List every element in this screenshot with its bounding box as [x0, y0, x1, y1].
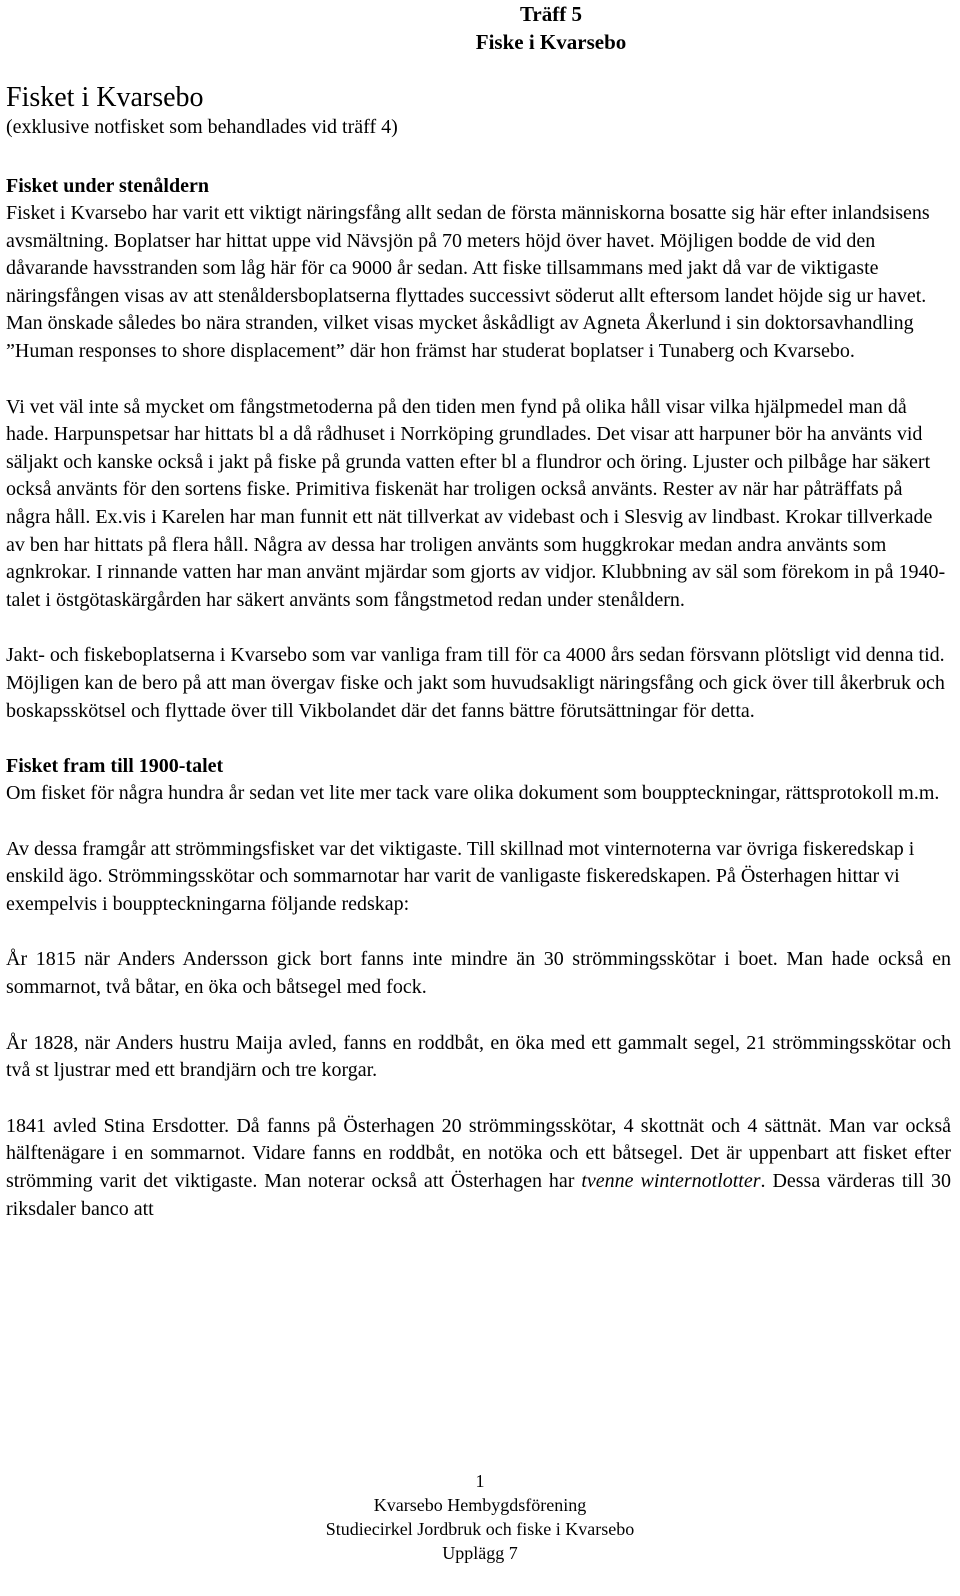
paragraph — [6, 1113, 951, 1223]
footer-circle: Studiecirkel Jordbruk och fiske i Kvarsebo — [325, 1519, 635, 1539]
paragraph-text: 1841 avled Stina Ersdotter. Då fanns på Österhagen 20 strömmingsskötar, 4 skottnät och 4 sättnät. Man var också hälftenägare i en sommarnot. Vidare fanns en roddbåt, en notöka och ett båtsegel. Det är uppenbart att fisket efter strömming varit det viktigaste. Man noterar också att Österhagen har — [6, 1114, 951, 1193]
page-subtitle: (exklusive notfisket som behandlades vid träff 4) — [6, 116, 398, 138]
paragraph: Jakt- och fiskeboplatserna i Kvarsebo som var vanliga fram till för ca 4000 års sedan försvann plötsligt vid denna tid. Möjligen kan de bero på att man övergav fiske och jakt som huvudsakligt näringsfång och gick över till åkerbruk och boskapsskötsel och flyttade över till Vikbolandet där det fanns bättre förutsättningar för detta. — [6, 644, 945, 722]
footer-org: Kvarsebo Hembygdsförening — [373, 1495, 587, 1515]
paragraph: Fisket i Kvarsebo har varit ett viktigt näringsfång allt sedan de första människorna bosatte sig här efter inlandsisens avsmältning. Boplatser har hittat uppe vid Nävsjön på 70 meters höjd över havet. Möjligen bodde de vid den dåvarande havsstranden som låg här för ca 9000 år sedan. Att fiske tillsammans med jakt då var de viktigaste näringsfången visas av att stenåldersboplatserna flyttades successivt söderut allt eftersom landet höjde sig ur havet. Man önskade således bo nära stranden, vilket visas mycket åskådligt av Agneta Åkerlund i sin doktorsavhandling ”Human responses to shore displacement” där hon främst har studerat boplatser i Tunaberg och Kvarsebo. — [6, 202, 930, 362]
header-line-1: Träff 5 — [519, 2, 582, 26]
footer-edition: Upplägg 7 — [442, 1543, 518, 1563]
section-heading-stone-age: Fisket under stenåldern — [6, 175, 209, 197]
page-header — [436, 0, 666, 56]
page-title: Fisket i Kvarsebo — [6, 82, 204, 113]
paragraph: Vi vet väl inte så mycket om fångstmetoderna på den tiden men fynd på olika håll visar vilka hjälpmedel man då hade. Harpunspetsar har hittats bl a då rådhuset i Norrköping grundlades. Det visar att harpuner bör ha använts vid säljakt och kanske också i jakt på fiske på grunda vatten efter bl a flundror och öring. Ljuster och pilbåge har säkert också använts för den sortens fiske. Primitiva fiskenät har troligen också använts. Rester av när har påträffats på några håll. Ex.vis i Karelen har man funnit ett nät tillverkat av videbast och i Slesvig av lindbast. Krokar tillverkade av ben har hittats på flera håll. Några av dessa har troligen använts som huggkrokar medan andra använts som agnkrokar. I rinnande vatten har man använt mjärdar som gjorts av vidjor. Klubbning av säl som förekom in på 1940-talet i östgötaskärgården har säkert använts som fångstmetod redan under stenåldern. — [6, 395, 946, 611]
paragraph: Av dessa framgår att strömmingsfisket var det viktigaste. Till skillnad mot vinternoterna var övriga fiskeredskap i enskild ägo. Strömmingsskötar och sommarnotar har varit de vanligaste fiskeredskapen. På Österhagen hittar vi exempelvis i bouppteckningarna följande redskap: — [6, 837, 915, 915]
italic-term: tvenne winternotlotter — [581, 1170, 761, 1193]
section-heading-1900s: Fisket fram till 1900-talet — [6, 755, 224, 778]
paragraph: Om fisket för några hundra år sedan vet lite mer tack vare olika dokument som bouppteckningar, rättsprotokoll m.m. — [6, 782, 940, 805]
paragraph: År 1815 när Anders Andersson gick bort fanns inte mindre än 30 strömmingsskötar i boet. Man hade också en sommarnot, två båtar, en öka och båtsegel med fock. — [6, 948, 951, 999]
paragraph-text: . Dessa värderas till 30 riksdaler banco att — [6, 1170, 952, 1220]
paragraph: År 1828, när Anders hustru Maija avled, fanns en roddbåt, en öka med ett gammalt segel, 21 strömmingsskötar och två st ljustrar med ett brandjärn och tre korgar. — [6, 1031, 951, 1082]
document-page — [6, 0, 951, 1223]
page-footer — [0, 1469, 960, 1565]
header-line-2: Fiske i Kvarsebo — [475, 30, 627, 54]
page-number: 1 — [475, 1471, 485, 1491]
